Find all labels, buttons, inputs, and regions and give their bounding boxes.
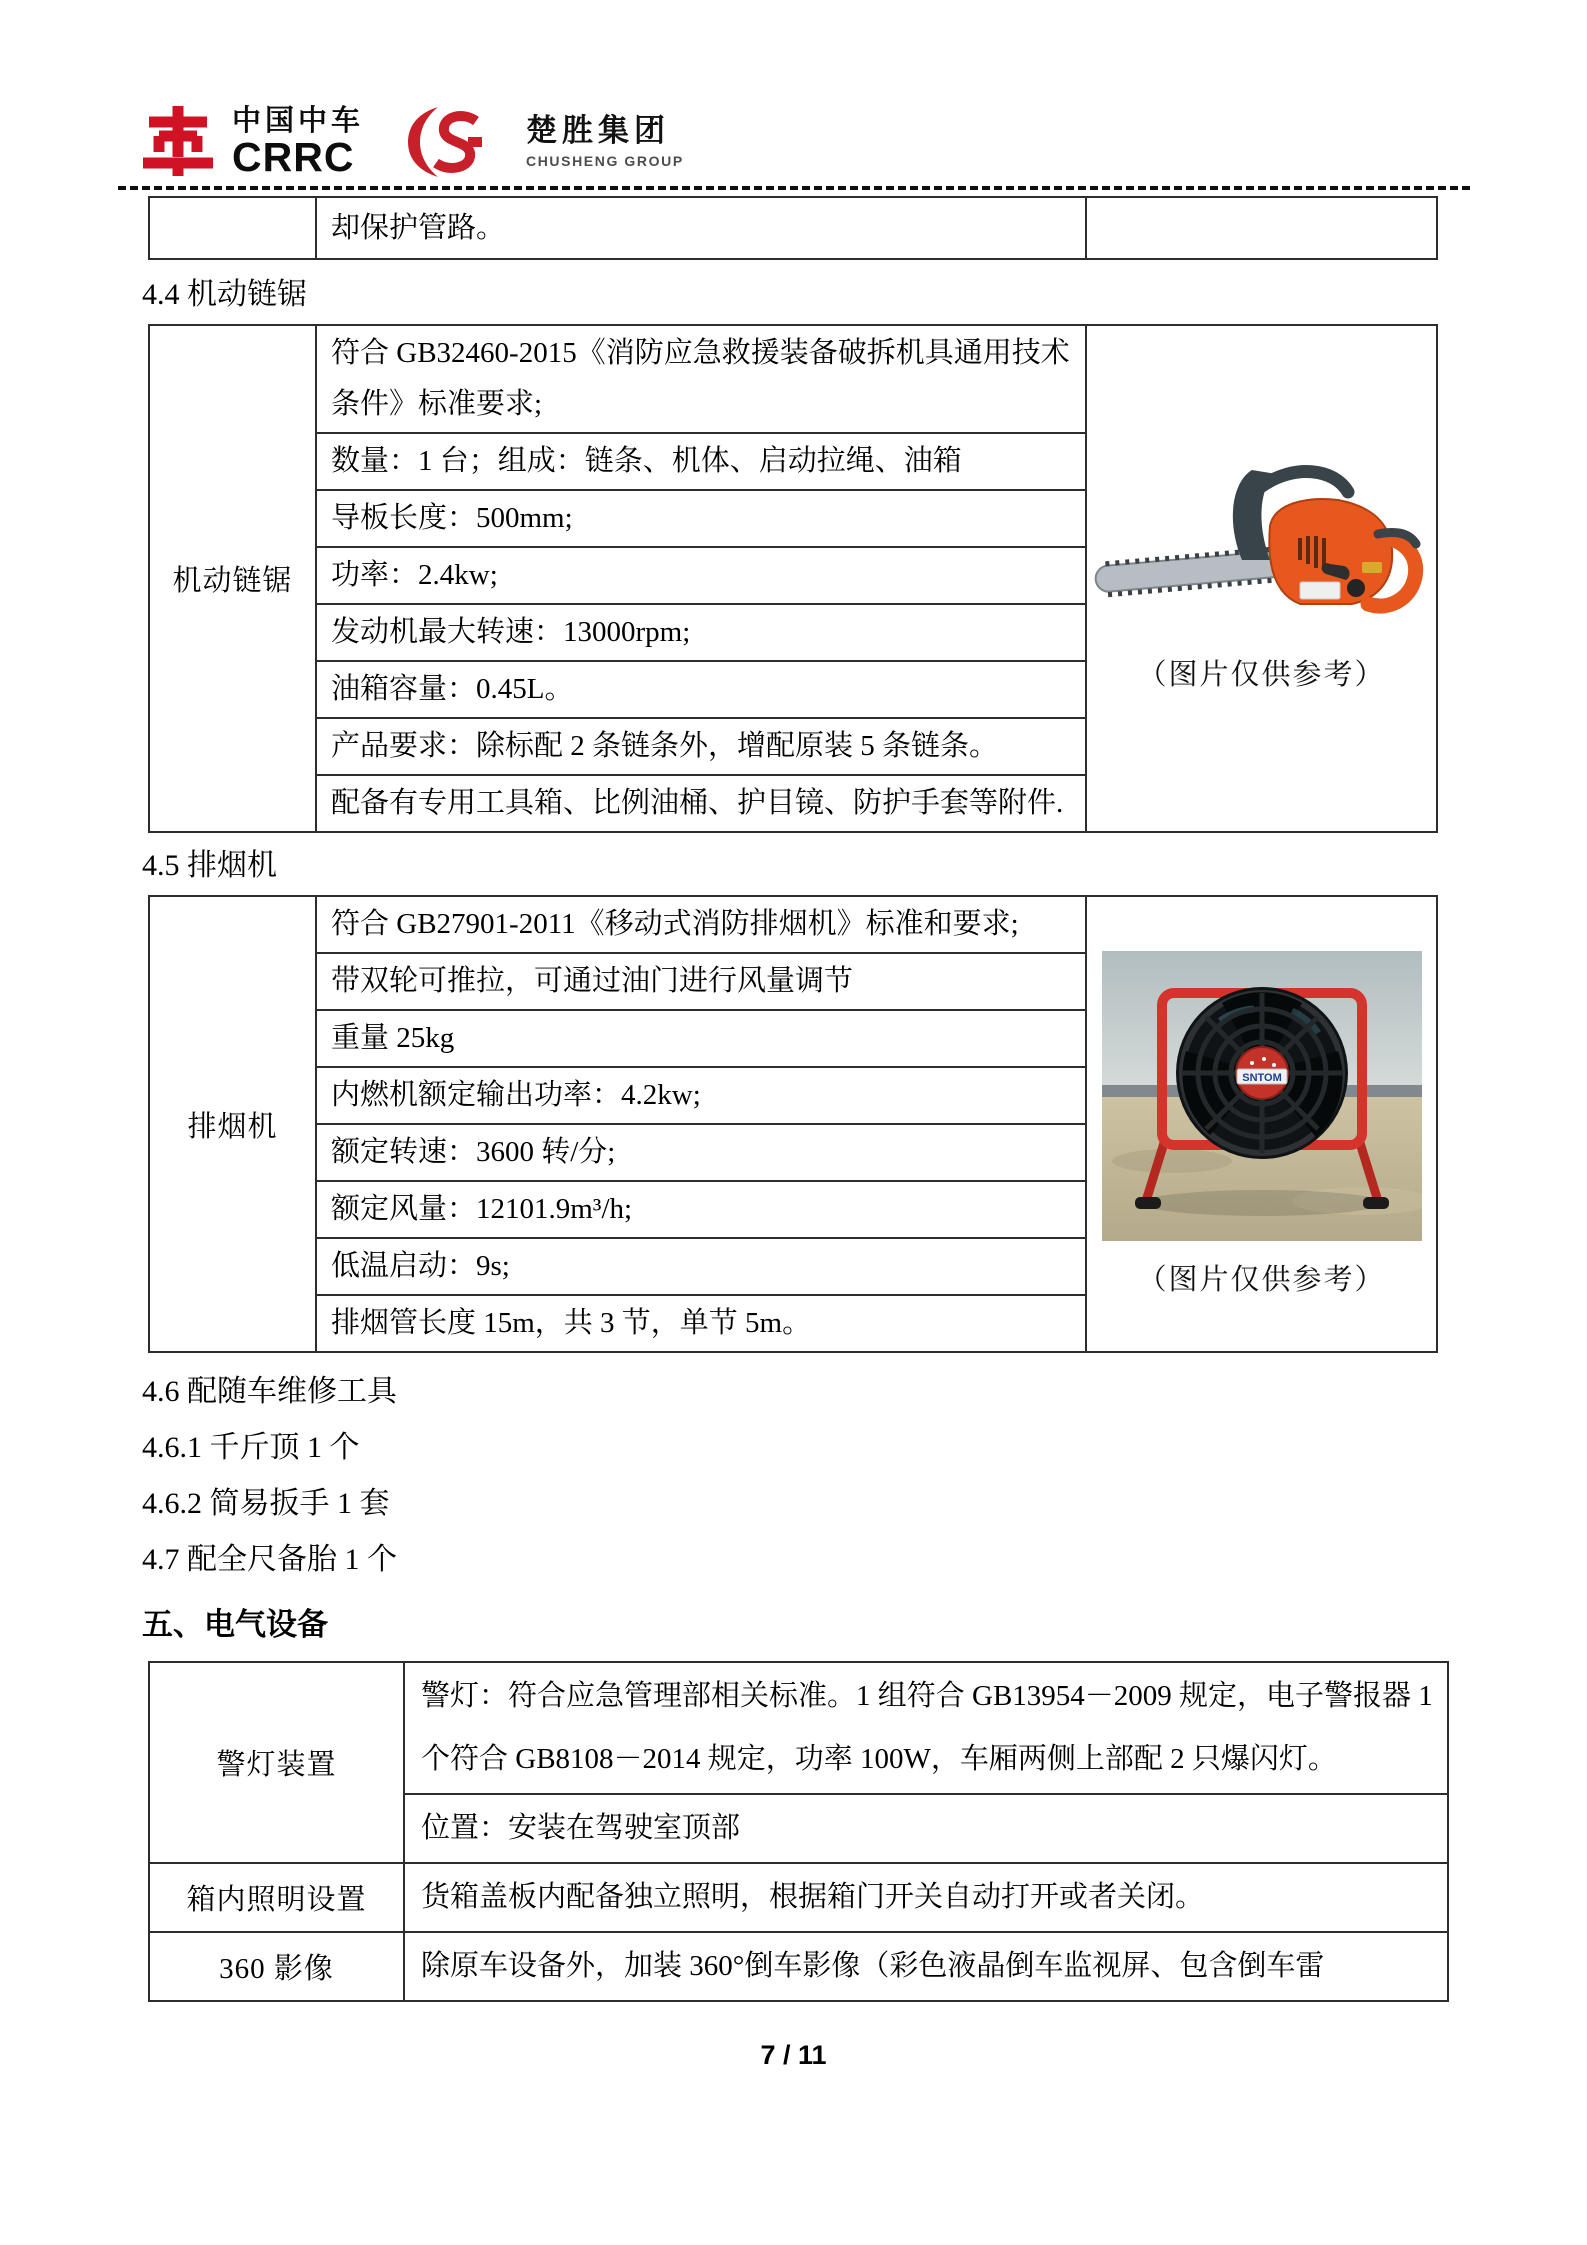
fan-spec-duct-length: 排烟管长度 15m，共 3 节，单节 5m。: [316, 1295, 1086, 1352]
header: [142, 105, 684, 179]
chainsaw-spec-standard: 符合 GB32460-2015《消防应急救援装备破拆机具通用技术条件》标准要求;: [316, 325, 1086, 433]
chusheng-emblem-icon: [404, 105, 508, 179]
table-row: [149, 325, 1437, 433]
table-row: [149, 1932, 1448, 2001]
chainsaw-photo-caption: （图片仅供参考）: [1137, 659, 1386, 691]
exhaust-fan-photo: [1102, 951, 1422, 1241]
fan-brand-label: SNTOM: [1241, 1071, 1282, 1084]
box-lighting-label-cell: 箱内照明设置: [149, 1863, 404, 1932]
camera-label-cell: 360 影像: [149, 1932, 404, 2001]
chusheng-cn-label: 楚胜集团: [526, 113, 671, 149]
page-number: 7 / 11: [760, 2040, 827, 2070]
carryover-table: [148, 196, 1438, 260]
fan-spec-wheels: 带双轮可推拉，可通过油门进行风量调节: [316, 953, 1086, 1010]
crrc-en-label: CRRC: [232, 133, 355, 180]
crrc-emblem-icon: [142, 105, 214, 177]
chusheng-logo: [404, 105, 684, 179]
table-row: [149, 1863, 1448, 1932]
fan-spec-rated-speed: 额定转速：3600 转/分;: [316, 1124, 1086, 1181]
warning-light-spec-cell: 警灯：符合应急管理部相关标准。1 组符合 GB13954－2009 规定，电子警报器 1 个符合 GB8108－2014 规定，功率 100W，车厢两侧上部配 2 只爆闪灯。: [404, 1662, 1448, 1794]
fan-photo-cell: [1086, 896, 1437, 1352]
table-row: [149, 197, 1437, 259]
section-heading-5: 五、电气设备: [142, 1607, 328, 1642]
section-heading-4-7: 4.7 配全尺备胎 1 个: [142, 1543, 397, 1576]
header-divider: [118, 186, 1470, 190]
warning-light-label-cell: 警灯装置: [149, 1662, 404, 1863]
section-heading-4-4: 4.4 机动链锯: [142, 278, 307, 311]
table-row: [149, 896, 1437, 953]
fan-photo-caption: （图片仅供参考）: [1137, 1263, 1386, 1296]
chainsaw-photo-cell: [1086, 325, 1437, 832]
crrc-logo-text: [232, 104, 365, 180]
fan-label-cell: 排烟机: [149, 896, 316, 1352]
crrc-cn-label: 中国中车: [232, 104, 365, 137]
chainsaw-photo: [1094, 464, 1430, 636]
section-heading-4-6-2: 4.6.2 简易扳手 1 套: [142, 1487, 390, 1520]
chainsaw-spec-accessories: 配备有专用工具箱、比例油桶、护目镜、防护手套等附件.: [316, 775, 1086, 832]
carryover-label-cell: [149, 197, 316, 259]
fan-spec-standard: 符合 GB27901-2011《移动式消防排烟机》标准和要求;: [316, 896, 1086, 953]
electric-equipment-table: [148, 1661, 1449, 2002]
fan-spec-engine-power: 内燃机额定输出功率：4.2kw;: [316, 1067, 1086, 1124]
document-body: [142, 196, 1448, 2002]
warning-light-position-cell: 位置：安装在驾驶室顶部: [404, 1794, 1448, 1863]
chusheng-logo-text: [526, 115, 684, 169]
fan-spec-cold-start: 低温启动：9s;: [316, 1238, 1086, 1295]
chainsaw-spec-quantity: 数量：1 台；组成：链条、机体、启动拉绳、油箱: [316, 433, 1086, 490]
section-heading-4-5: 4.5 排烟机: [142, 849, 277, 882]
fan-photo-wrap: [1087, 951, 1436, 1298]
fan-spec-airflow: 额定风量：12101.9m³/h;: [316, 1181, 1086, 1238]
fan-spec-weight: 重量 25kg: [316, 1010, 1086, 1067]
fan-table: [148, 895, 1438, 1353]
chainsaw-spec-chains: 产品要求：除标配 2 条链条外，增配原装 5 条链条。: [316, 718, 1086, 775]
section-heading-4-6: 4.6 配随车维修工具: [142, 1375, 397, 1408]
chainsaw-spec-max-rpm: 发动机最大转速：13000rpm;: [316, 604, 1086, 661]
section-heading-4-6-1: 4.6.1 千斤顶 1 个: [142, 1431, 360, 1464]
chainsaw-spec-tank: 油箱容量：0.45L。: [316, 661, 1086, 718]
chainsaw-table: [148, 324, 1438, 833]
table-row: [149, 1662, 1448, 1794]
chainsaw-spec-bar-length: 导板长度：500mm;: [316, 490, 1086, 547]
carryover-image-cell: [1086, 197, 1437, 259]
camera-spec-cell: 除原车设备外，加装 360°倒车影像（彩色液晶倒车监视屏、包含倒车雷: [404, 1932, 1448, 2001]
chainsaw-label-cell: 机动链锯: [149, 325, 316, 832]
chusheng-en-label: CHUSHENG GROUP: [526, 152, 684, 169]
chainsaw-spec-power: 功率：2.4kw;: [316, 547, 1086, 604]
carryover-text-cell: 却保护管路。: [316, 197, 1086, 259]
box-lighting-spec-cell: 货箱盖板内配备独立照明，根据箱门开关自动打开或者关闭。: [404, 1863, 1448, 1932]
chainsaw-photo-wrap: [1087, 464, 1436, 693]
crrc-logo: [142, 104, 365, 180]
